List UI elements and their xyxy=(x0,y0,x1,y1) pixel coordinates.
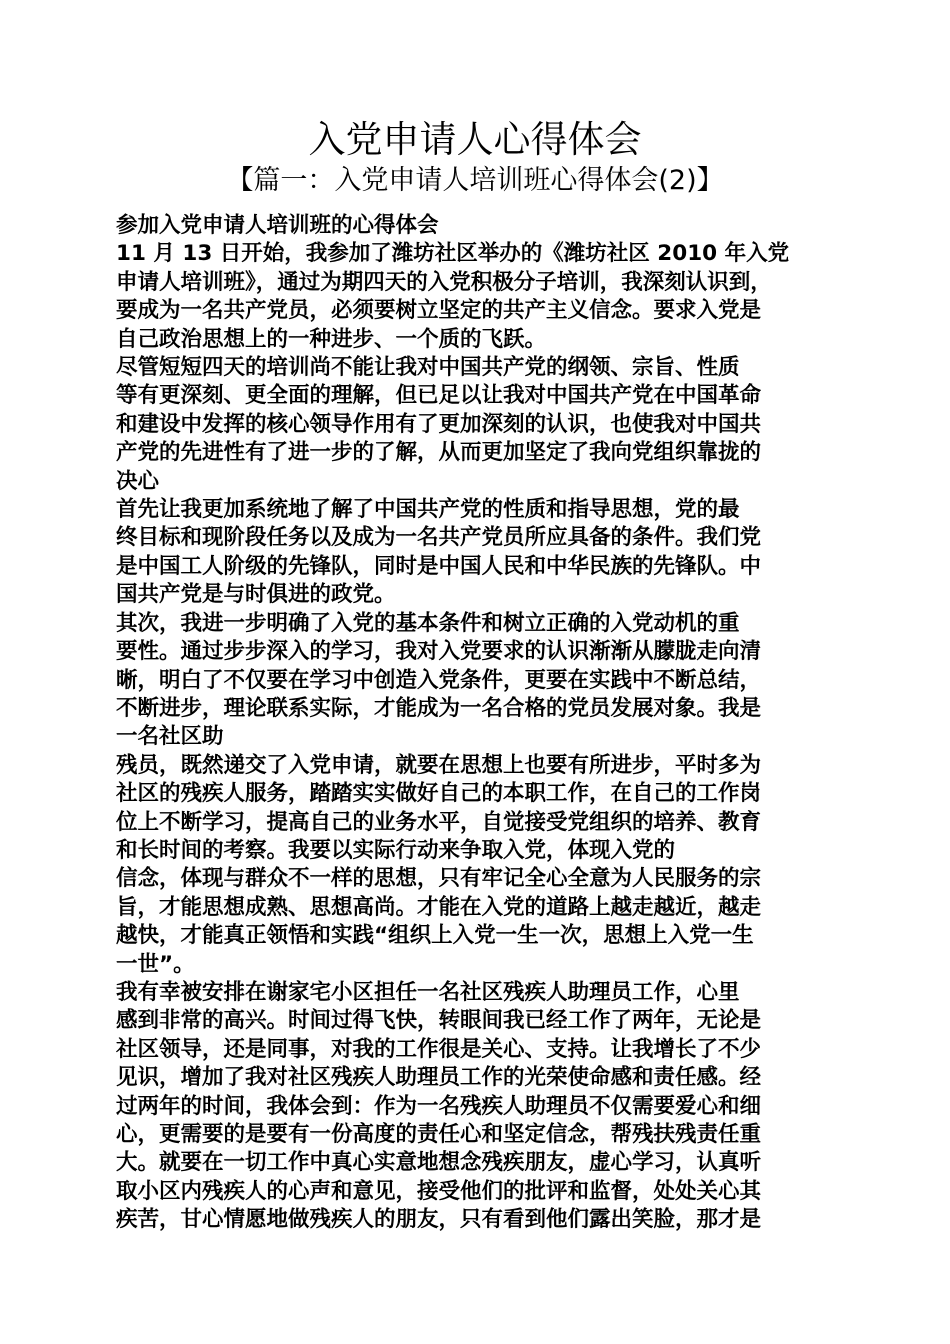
body-line: 要成为一名共产党员，必须要树立坚定的共产主义信念。要求入党是 xyxy=(116,298,762,324)
body-line: 感到非常的高兴。时间过得飞快，转眼间我已经工作了两年，无论是 xyxy=(116,1008,762,1034)
body-line: 心，更需要的是要有一份高度的责任心和坚定信念，帮残扶残责任重 xyxy=(116,1122,762,1147)
document-title: 入党申请人心得体会 xyxy=(308,118,642,161)
body-line: 位上不断学习，提高自己的业务水平，自觉接受党组织的培养、教育 xyxy=(116,809,762,835)
body-line: 申请人培训班》，通过为期四天的入党积极分子培训，我深刻认识到， xyxy=(116,269,772,295)
body-line: 产党的先进性有了进一步的了解，从而更加坚定了我向党组织靠拢的 xyxy=(116,440,762,466)
body-line: 首先让我更加系统地了解了中国共产党的性质和指导思想，党的最 xyxy=(116,497,740,523)
body-line: 要性。通过步步深入的学习，我对入党要求的认识渐渐从朦胧走向清 xyxy=(116,639,762,665)
document-body xyxy=(116,212,838,1235)
document-subtitle: 【篇一：入党申请人培训班心得体会(2)】 xyxy=(226,165,724,196)
body-line: 其次，我进一步明确了入党的基本条件和树立正确的入党动机的重 xyxy=(116,610,740,636)
body-line: 和建设中发挥的核心领导作用有了更加深刻的认识，也使我对中国共 xyxy=(116,411,762,437)
body-line: 和长时间的考察。我要以实际行动来争取入党，体现入党的 xyxy=(116,837,676,863)
body-line: 大。就要在一切工作中真心实意地想念残疾朋友，虚心学习，认真听 xyxy=(116,1150,762,1176)
body-line: 越快，才能真正领悟和实践“组织上入党一生一次，思想上入党一生 xyxy=(116,923,754,949)
body-line: 信念，体现与群众不一样的思想，只有牢记全心全意为人民服务的宗 xyxy=(116,866,762,892)
body-line: 一名社区助 xyxy=(116,724,224,750)
body-line: 取小区内残疾人的心声和意见，接受他们的批评和监督，处处关心其 xyxy=(116,1178,762,1204)
body-line: 我有幸被安排在谢家宅小区担任一名社区残疾人助理员工作，心里 xyxy=(116,979,740,1005)
body-line: 疾苦，甘心情愿地做残疾人的朋友，只有看到他们露出笑脸，那才是 xyxy=(116,1207,762,1233)
body-line: 决心 xyxy=(116,468,160,494)
body-line: 一世”。 xyxy=(116,951,195,977)
body-line: 国共产党是与时俱进的政党。 xyxy=(116,582,396,608)
body-line: 社区领导，还是同事，对我的工作很是关心、支持。让我增长了不少 xyxy=(116,1036,762,1062)
body-line: 残员，既然递交了入党申请，就要在思想上也要有所进步，平时多为 xyxy=(116,752,762,778)
body-line: 自己政治思想上的一种进步、一个质的飞跃。 xyxy=(116,326,547,352)
body-line: 等有更深刻、更全面的理解，但已足以让我对中国共产党在中国革命 xyxy=(116,383,762,409)
body-line: 终目标和现阶段任务以及成为一名共产党员所应具备的条件。我们党 xyxy=(116,525,762,551)
body-line: 不断进步，理论联系实际，才能成为一名合格的党员发展对象。我是 xyxy=(116,695,762,721)
body-line: 是中国工人阶级的先锋队，同时是中国人民和中华民族的先锋队。中 xyxy=(116,553,762,579)
body-line: 旨，才能思想成熟、思想高尚。才能在入党的道路上越走越近，越走 xyxy=(116,894,762,920)
body-line: 参加入党申请人培训班的心得体会 xyxy=(116,213,439,238)
body-line: 社区的残疾人服务，踏踏实实做好自己的本职工作，在自己的工作岗 xyxy=(116,781,762,807)
body-line: 尽管短短四天的培训尚不能让我对中国共产党的纲领、宗旨、性质 xyxy=(116,355,740,381)
body-line: 过两年的时间，我体会到：作为一名残疾人助理员不仅需要爱心和细 xyxy=(116,1093,762,1119)
body-line: 见识，增加了我对社区残疾人助理员工作的光荣使命感和责任感。经 xyxy=(116,1065,762,1091)
body-line: 晰，明白了不仅要在学习中创造入党条件，更要在实践中不断总结， xyxy=(116,667,762,693)
body-line: 11 月 13 日开始，我参加了潍坊社区举办的《潍坊社区 2010 年入党 xyxy=(116,241,790,267)
